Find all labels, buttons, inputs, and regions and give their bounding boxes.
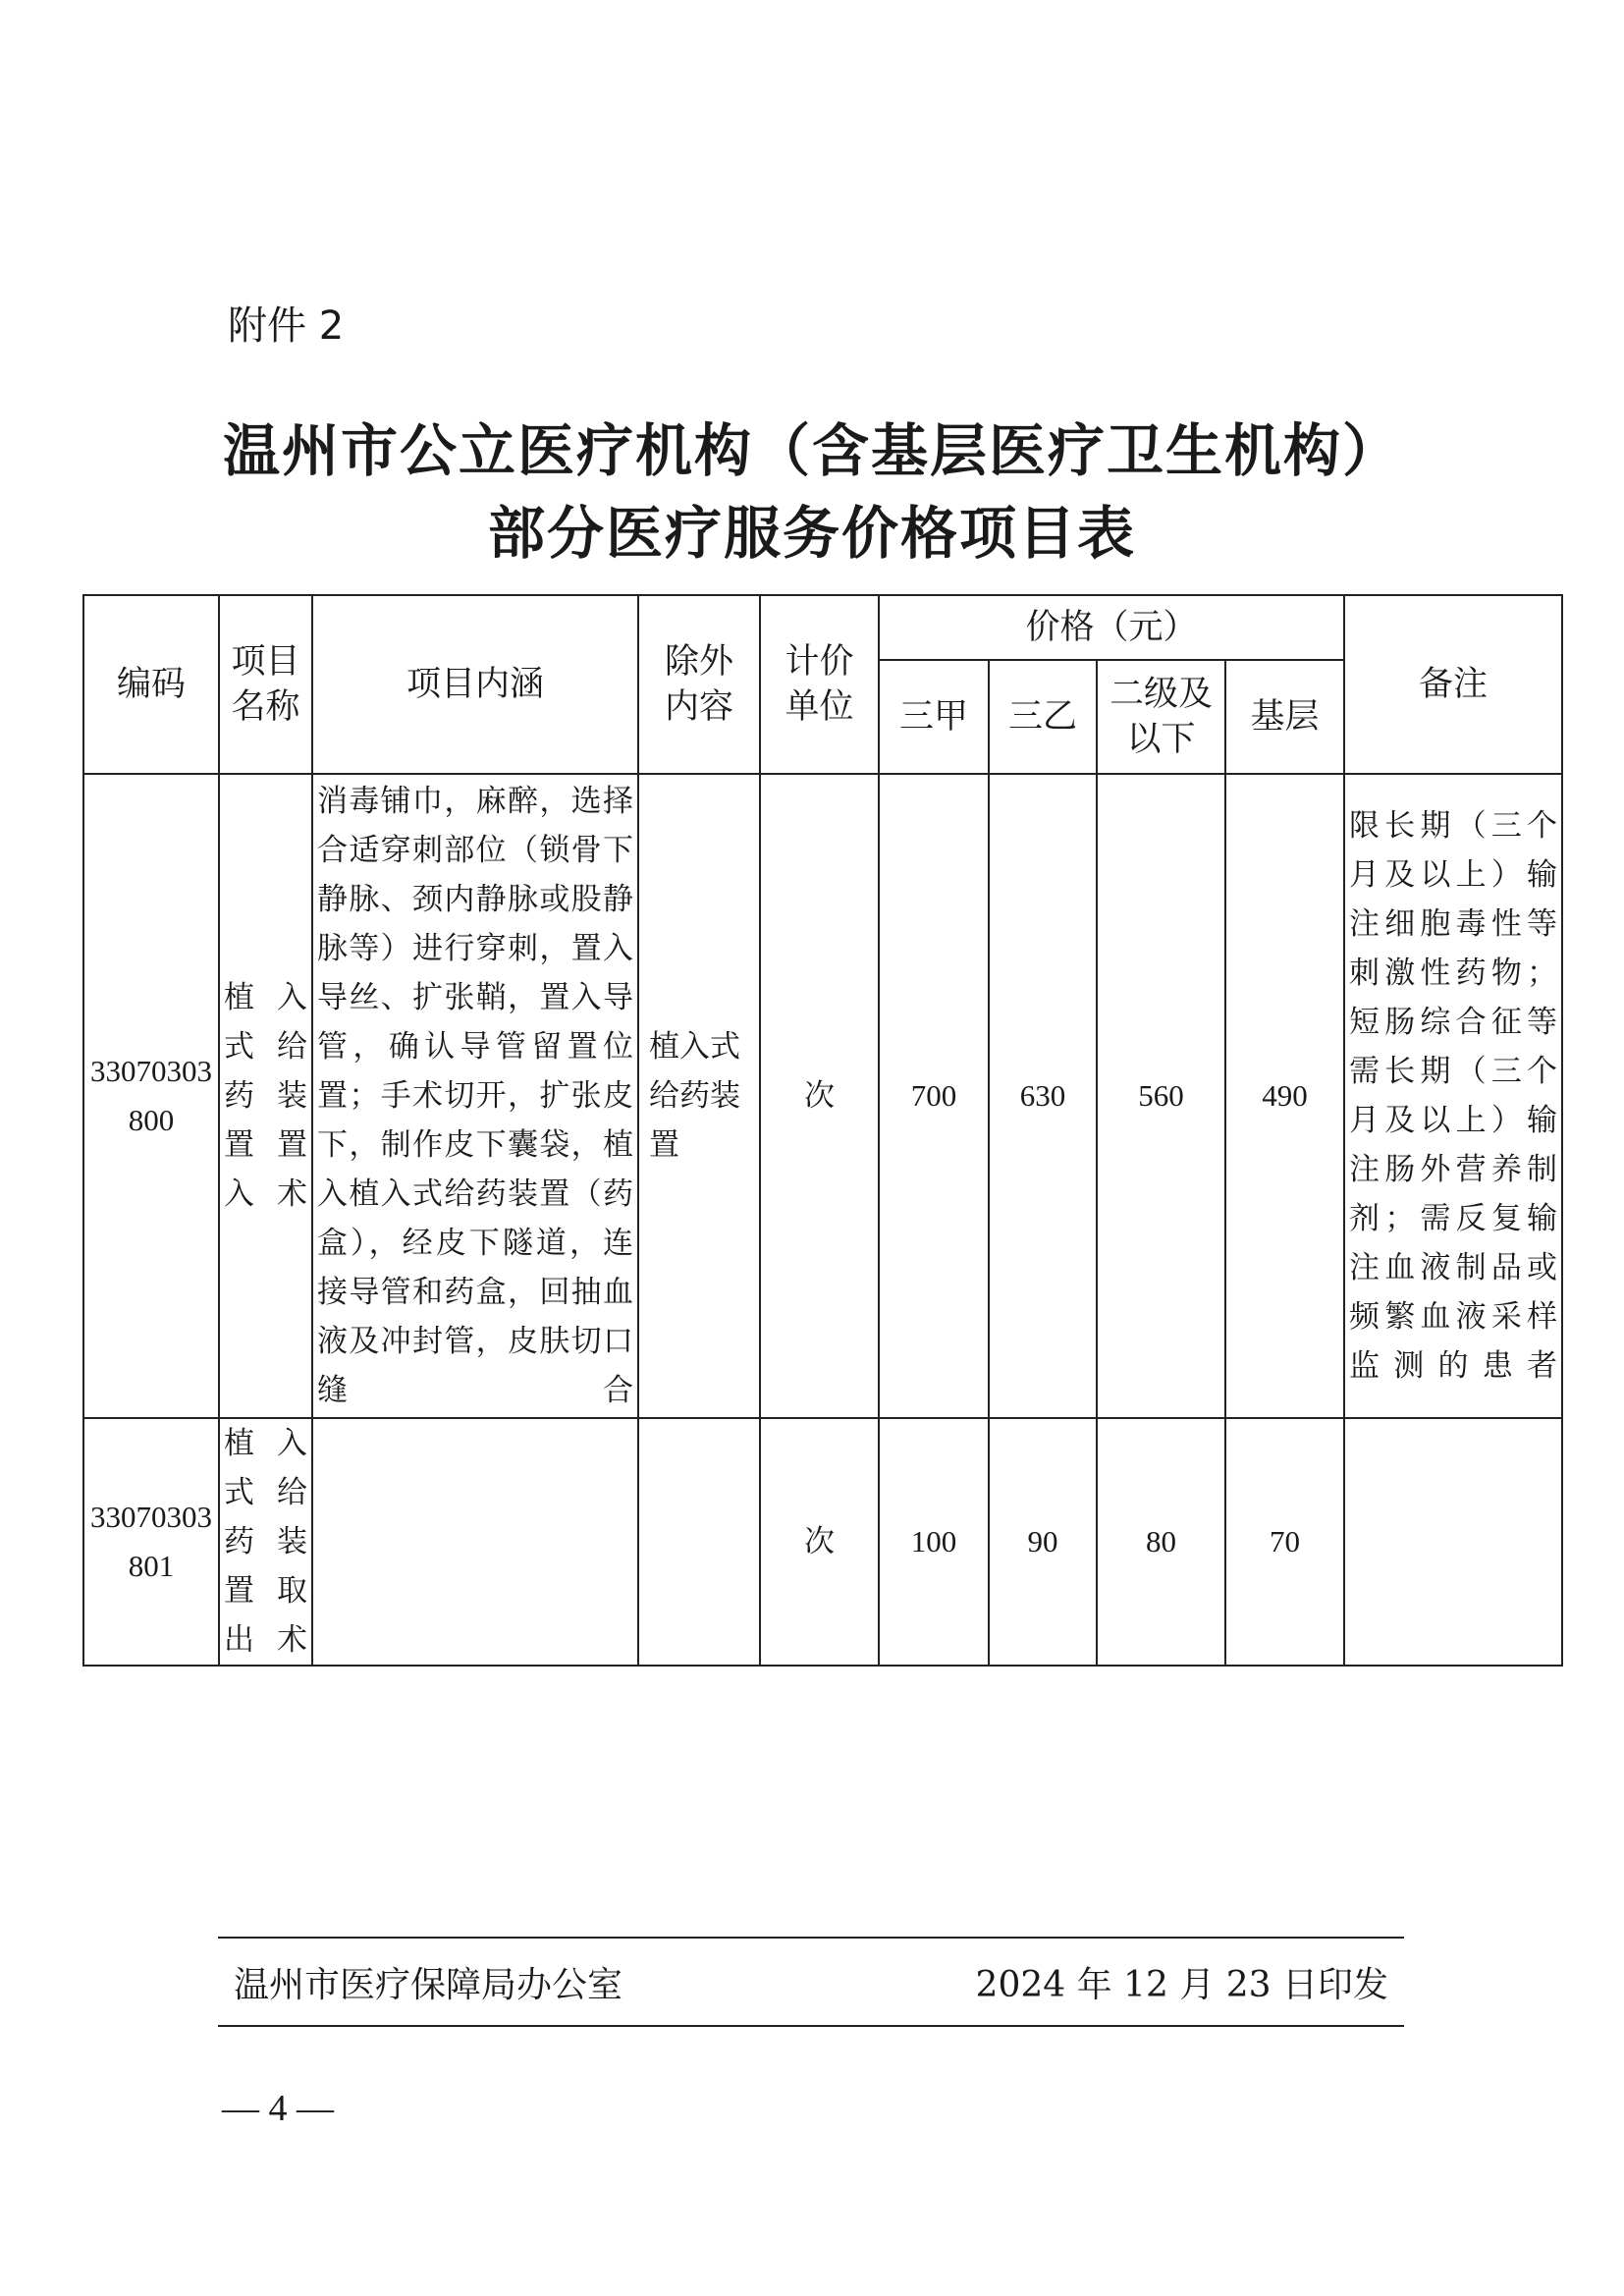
cell-price-3b: 90 (989, 1418, 1097, 1666)
footer-date: 2024 年 12 月 23 日印发 (975, 1965, 1388, 2005)
cell-name: 植入式给药装置置入术 (219, 774, 312, 1418)
cell-remark: 限长期（三个月及以上）输注细胞毒性等刺激性药物；短肠综合征等需长期（三个月及以上）输注肠外营养制剂；需反复输注血液制品或频繁血液采样监测的患者 (1344, 774, 1562, 1418)
attachment-label: 附件 2 (228, 303, 345, 349)
cell-price-3b: 630 (989, 774, 1097, 1418)
col-header-price-3b: 三乙 (989, 660, 1097, 774)
col-header-exclusion: 除外内容 (638, 595, 760, 774)
table-row (83, 774, 1562, 1418)
cell-code: 33070303801 (83, 1418, 219, 1666)
cell-price-3a: 100 (879, 1418, 989, 1666)
document-title-line1: 温州市公立医疗机构（含基层医疗卫生机构） (222, 417, 1401, 484)
footer-issuer: 温州市医疗保障局办公室 (234, 1965, 623, 2005)
cell-unit: 次 (760, 1418, 879, 1666)
col-header-code: 编码 (83, 595, 219, 774)
cell-code: 33070303800 (83, 774, 219, 1418)
document-title-line2: 部分医疗服务价格项目表 (487, 500, 1136, 567)
cell-price-3a: 700 (879, 774, 989, 1418)
col-header-remark: 备注 (1344, 595, 1562, 774)
footer-bottom-rule (218, 2025, 1404, 2027)
col-header-unit: 计价单位 (760, 595, 879, 774)
cell-remark (1344, 1418, 1562, 1666)
cell-price-2: 80 (1097, 1418, 1225, 1666)
footer-top-rule (218, 1937, 1404, 1939)
col-header-price-base: 基层 (1225, 660, 1344, 774)
cell-content: 消毒铺巾，麻醉，选择合适穿刺部位（锁骨下静脉、颈内静脉或股静脉等）进行穿刺，置入导丝、扩张鞘，置入导管，确认导管留置位置；手术切开，扩张皮下，制作皮下囊袋，植入植入式给药装置（药盒），经皮下隧道，连接导管和药盒，回抽血液及冲封管，皮肤切口缝合 (312, 774, 638, 1418)
cell-price-base: 490 (1225, 774, 1344, 1418)
table-row (83, 1418, 1562, 1666)
col-header-price-3a: 三甲 (879, 660, 989, 774)
col-header-name: 项目名称 (219, 595, 312, 774)
cell-price-base: 70 (1225, 1418, 1344, 1666)
page-number: — 4 — (222, 2088, 334, 2129)
cell-unit: 次 (760, 774, 879, 1418)
col-header-content: 项目内涵 (312, 595, 638, 774)
header-row-1 (83, 595, 1562, 660)
cell-price-2: 560 (1097, 774, 1225, 1418)
cell-content (312, 1418, 638, 1666)
cell-exclusion: 植入式给药装置 (638, 774, 760, 1418)
cell-exclusion (638, 1418, 760, 1666)
cell-name: 植入式给药装置取出术 (219, 1418, 312, 1666)
col-header-price-2: 二级及以下 (1097, 660, 1225, 774)
col-header-price-group: 价格（元） (879, 595, 1344, 660)
price-table (82, 594, 1563, 1667)
